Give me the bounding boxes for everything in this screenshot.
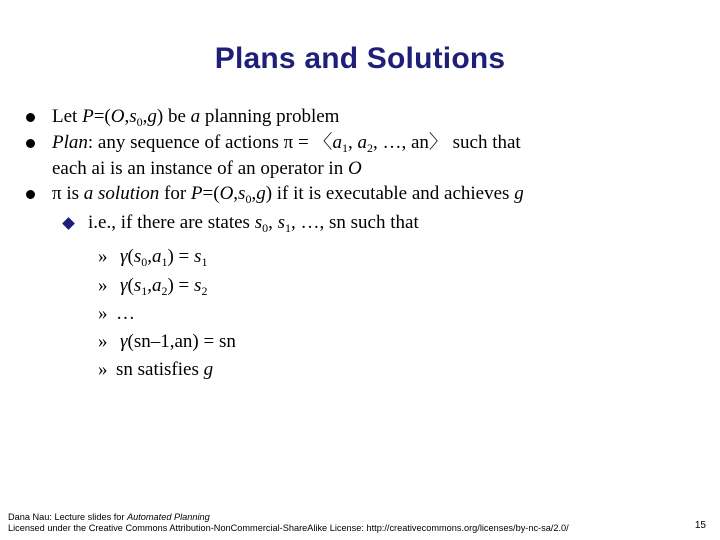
- line-10: sn satisfies g: [116, 359, 214, 380]
- footer-credit-prefix: Dana Nau: Lecture slides for: [8, 512, 127, 522]
- bullet-icon: [26, 190, 35, 199]
- diamond-bullet-icon: [62, 217, 75, 230]
- line-7: $\gamma(s_1,a_2) = s_2$: [120, 275, 208, 298]
- line-3: each ai is an instance of an operator in O: [52, 158, 362, 179]
- bullet-icon: [26, 139, 35, 148]
- page-number: 15: [694, 520, 706, 531]
- bullet-icon: [26, 113, 35, 122]
- footer-credit: [8, 512, 210, 523]
- raquo-icon: »: [98, 331, 108, 352]
- raquo-icon: »: [98, 275, 108, 296]
- slide-title: Plans and Solutions: [214, 42, 506, 75]
- line-5: i.e., if there are states $s_0$, $s_1$, …, sn such that: [88, 212, 419, 235]
- footer-license: Licensed under the Creative Commons Attribution-NonCommercial-ShareAlike License: http://creativecommons.org/licenses/by-nc-sa/2.0/: [8, 523, 569, 533]
- line-9: γ(sn–1,an) = sn: [120, 331, 236, 352]
- line-8: …: [116, 303, 135, 324]
- line-6: $\gamma(s_0,a_1) = s_1$: [120, 246, 208, 269]
- line-2: Plan: any sequence of actions π = 〈$a_1$, $a_2$, …, an〉 such that: [52, 132, 521, 155]
- raquo-icon: »: [98, 359, 108, 380]
- raquo-icon: »: [98, 246, 108, 267]
- line-4: π is a solution for $P=(O,s_0,g)$ if it is executable and achieves g: [52, 183, 524, 206]
- footer-book-title: Automated Planning: [127, 512, 210, 522]
- line-1: Let $P=(O,s_0,g)$ be a planning problem: [52, 106, 340, 129]
- raquo-icon: »: [98, 303, 108, 324]
